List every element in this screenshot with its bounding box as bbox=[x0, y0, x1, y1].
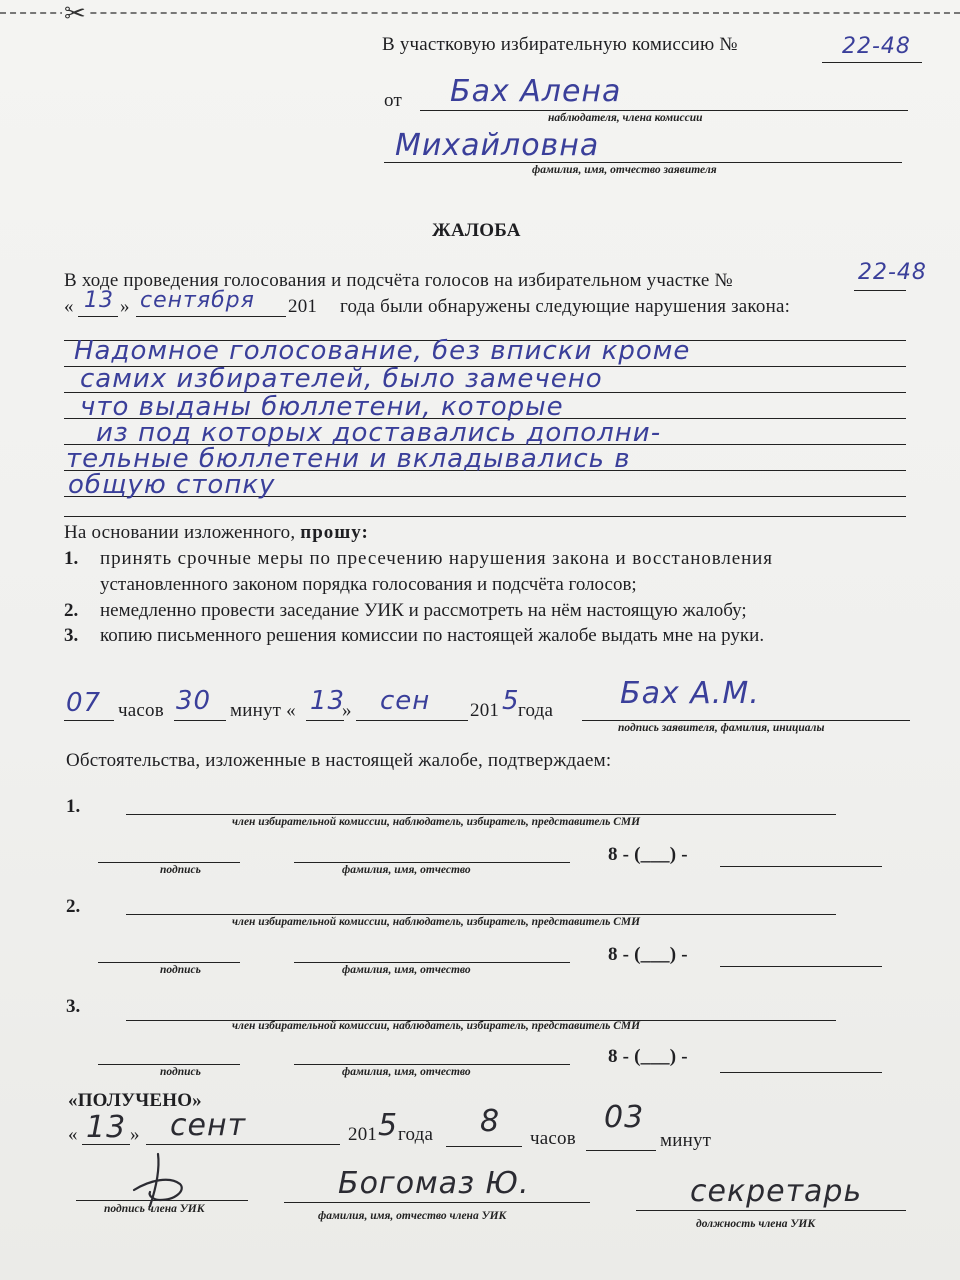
sign-month-handwritten: сен bbox=[380, 686, 431, 716]
applicant-name-caption: фамилия, имя, отчество заявителя bbox=[532, 164, 717, 176]
witness-number: 2. bbox=[66, 896, 81, 917]
witness-signature-line bbox=[98, 1064, 240, 1065]
request-item-1-line-2: установленного законом порядка голосования и подсчёта голосов; bbox=[100, 574, 637, 595]
received-month-line bbox=[146, 1144, 340, 1145]
received-minutes-label: минут bbox=[660, 1130, 712, 1151]
witness-role-caption: член избирательной комиссии, наблюдатель, избиратель, представитель СМИ bbox=[232, 1020, 641, 1032]
received-quote-close: » bbox=[130, 1124, 140, 1145]
violation-text-line-2: самих избирателей, было замечено bbox=[80, 364, 603, 394]
witness-name-caption: фамилия, имя, отчество bbox=[342, 864, 471, 876]
station-number-handwritten: 22-48 bbox=[858, 260, 927, 285]
request-lead-bold: прошу: bbox=[300, 522, 369, 543]
witness-phone-label: 8 - (___) - bbox=[608, 944, 688, 965]
applicant-signature-line bbox=[582, 720, 910, 721]
date-quote-close: » bbox=[120, 296, 130, 317]
witness-signature-line bbox=[98, 962, 240, 963]
commission-number-line bbox=[822, 62, 922, 63]
witness-name-line bbox=[294, 962, 570, 963]
received-quote-open: « bbox=[68, 1124, 78, 1145]
witness-role-caption: член избирательной комиссии, наблюдатель, избиратель, представитель СМИ bbox=[232, 916, 641, 928]
member-name-handwritten: Богомаз Ю. bbox=[338, 1166, 530, 1201]
received-year-printed: 201 bbox=[348, 1124, 378, 1145]
confirm-statement: Обстоятельства, изложенные в настоящей жалобе, подтверждаем: bbox=[66, 750, 612, 771]
intro-line-1: В ходе проведения голосования и подсчёта голосов на избирательном участке № bbox=[64, 270, 733, 291]
sign-day-line bbox=[306, 720, 344, 721]
witness-phone-line bbox=[720, 966, 882, 967]
received-year-handwritten: 5 bbox=[378, 1108, 399, 1143]
violation-text-line-5: тельные бюллетени и вкладывались в bbox=[66, 444, 631, 474]
from-label: от bbox=[384, 90, 402, 111]
date-quote-open: « bbox=[64, 296, 74, 317]
request-item-3: копию письменного решения комиссии по настоящей жалобе выдать мне на руки. bbox=[100, 625, 765, 646]
witness-phone-label: 8 - (___) - bbox=[608, 844, 688, 865]
violation-text-line-1: Надомное голосование, без вписки кроме bbox=[74, 336, 691, 366]
received-hours-handwritten: 8 bbox=[480, 1104, 501, 1139]
witness-name-line bbox=[294, 862, 570, 863]
member-name-line bbox=[284, 1202, 590, 1203]
received-hours-label: часов bbox=[530, 1128, 576, 1149]
witness-phone-line bbox=[720, 1072, 882, 1073]
witness-signature-caption: подпись bbox=[160, 864, 201, 876]
sign-day-handwritten: 13 bbox=[310, 686, 346, 716]
received-minutes-handwritten: 03 bbox=[604, 1100, 645, 1135]
sign-year-handwritten: 5 bbox=[502, 686, 520, 716]
from-line bbox=[420, 110, 908, 111]
member-signature-caption: подпись члена УИК bbox=[104, 1203, 205, 1215]
violation-text-line-6: общую стопку bbox=[68, 470, 276, 500]
member-signature-mark bbox=[120, 1150, 210, 1210]
witness-name-caption: фамилия, имя, отчество bbox=[342, 964, 471, 976]
violation-text-line-4: из под которых доставались дополни- bbox=[96, 418, 662, 448]
witness-phone-label: 8 - (___) - bbox=[608, 1046, 688, 1067]
witness-name-line bbox=[294, 1064, 570, 1065]
from-caption: наблюдателя, члена комиссии bbox=[548, 112, 703, 124]
document-title: ЖАЛОБА bbox=[432, 220, 521, 241]
witness-role-line bbox=[126, 914, 836, 915]
minutes-handwritten: 30 bbox=[176, 686, 212, 716]
received-hours-line bbox=[446, 1146, 522, 1147]
applicant-signature-caption: подпись заявителя, фамилия, инициалы bbox=[618, 722, 825, 734]
violation-month-handwritten: сентября bbox=[140, 288, 255, 313]
witness-name-caption: фамилия, имя, отчество bbox=[342, 1066, 471, 1078]
member-name-caption: фамилия, имя, отчество члена УИК bbox=[318, 1210, 507, 1222]
hours-line bbox=[64, 720, 114, 721]
member-position-handwritten: секретарь bbox=[690, 1174, 863, 1209]
violation-year-printed: 201 bbox=[288, 296, 318, 317]
request-item-number: 1. bbox=[64, 548, 79, 569]
witness-role-caption: член избирательной комиссии, наблюдатель, избиратель, представитель СМИ bbox=[232, 816, 641, 828]
commission-addressee: В участковую избирательную комиссию № bbox=[382, 34, 738, 55]
witness-phone-line bbox=[720, 866, 882, 867]
minutes-label: минут « bbox=[230, 700, 296, 721]
violation-day-handwritten: 13 bbox=[84, 288, 114, 313]
sign-month-line bbox=[356, 720, 468, 721]
received-month-handwritten: сент bbox=[170, 1108, 247, 1143]
applicant-signature-handwritten: Бах А.М. bbox=[620, 676, 760, 711]
witness-number: 3. bbox=[66, 996, 81, 1017]
witness-signature-caption: подпись bbox=[160, 1066, 201, 1078]
applicant-patronymic-handwritten: Михайловна bbox=[395, 128, 600, 163]
request-item-2: немедленно провести заседание УИК и рассмотреть на нём настоящую жалобу; bbox=[100, 600, 747, 621]
received-title: «ПОЛУЧЕНО» bbox=[68, 1090, 202, 1111]
commission-number-handwritten: 22-48 bbox=[842, 34, 911, 59]
minutes-line bbox=[174, 720, 226, 721]
violation-line bbox=[64, 516, 906, 517]
cut-line bbox=[0, 12, 960, 16]
request-item-1-line-1: принять срочные меры по пресечению нарушения закона и восстановления bbox=[100, 548, 773, 569]
received-minutes-line bbox=[586, 1150, 656, 1151]
sign-year-label: года bbox=[518, 700, 554, 721]
scissors-icon: ✂ bbox=[64, 0, 86, 29]
member-position-caption: должность члена УИК bbox=[696, 1218, 816, 1230]
witness-number: 1. bbox=[66, 796, 81, 817]
intro-line-2: года были обнаружены следующие нарушения закона: bbox=[340, 296, 791, 317]
sign-year-printed: 201 bbox=[470, 700, 500, 721]
member-position-line bbox=[636, 1210, 906, 1211]
request-item-number: 2. bbox=[64, 600, 79, 621]
request-item-number: 3. bbox=[64, 625, 79, 646]
request-lead: На основании изложенного, прошу: bbox=[64, 522, 369, 543]
sign-date-quote-close: » bbox=[342, 700, 352, 721]
hours-label: часов bbox=[118, 700, 164, 721]
violation-month-line bbox=[136, 316, 286, 317]
received-day-handwritten: 13 bbox=[86, 1110, 127, 1145]
witness-signature-line bbox=[98, 862, 240, 863]
witness-signature-caption: подпись bbox=[160, 964, 201, 976]
violation-day-line bbox=[78, 316, 118, 317]
applicant-first-name-handwritten: Бах Алена bbox=[450, 74, 622, 109]
violation-text-line-3: что выданы бюллетени, которые bbox=[80, 392, 564, 422]
witness-role-line bbox=[126, 814, 836, 815]
station-number-line bbox=[854, 290, 906, 291]
hours-handwritten: 07 bbox=[66, 688, 102, 718]
received-year-label: года bbox=[398, 1124, 434, 1145]
